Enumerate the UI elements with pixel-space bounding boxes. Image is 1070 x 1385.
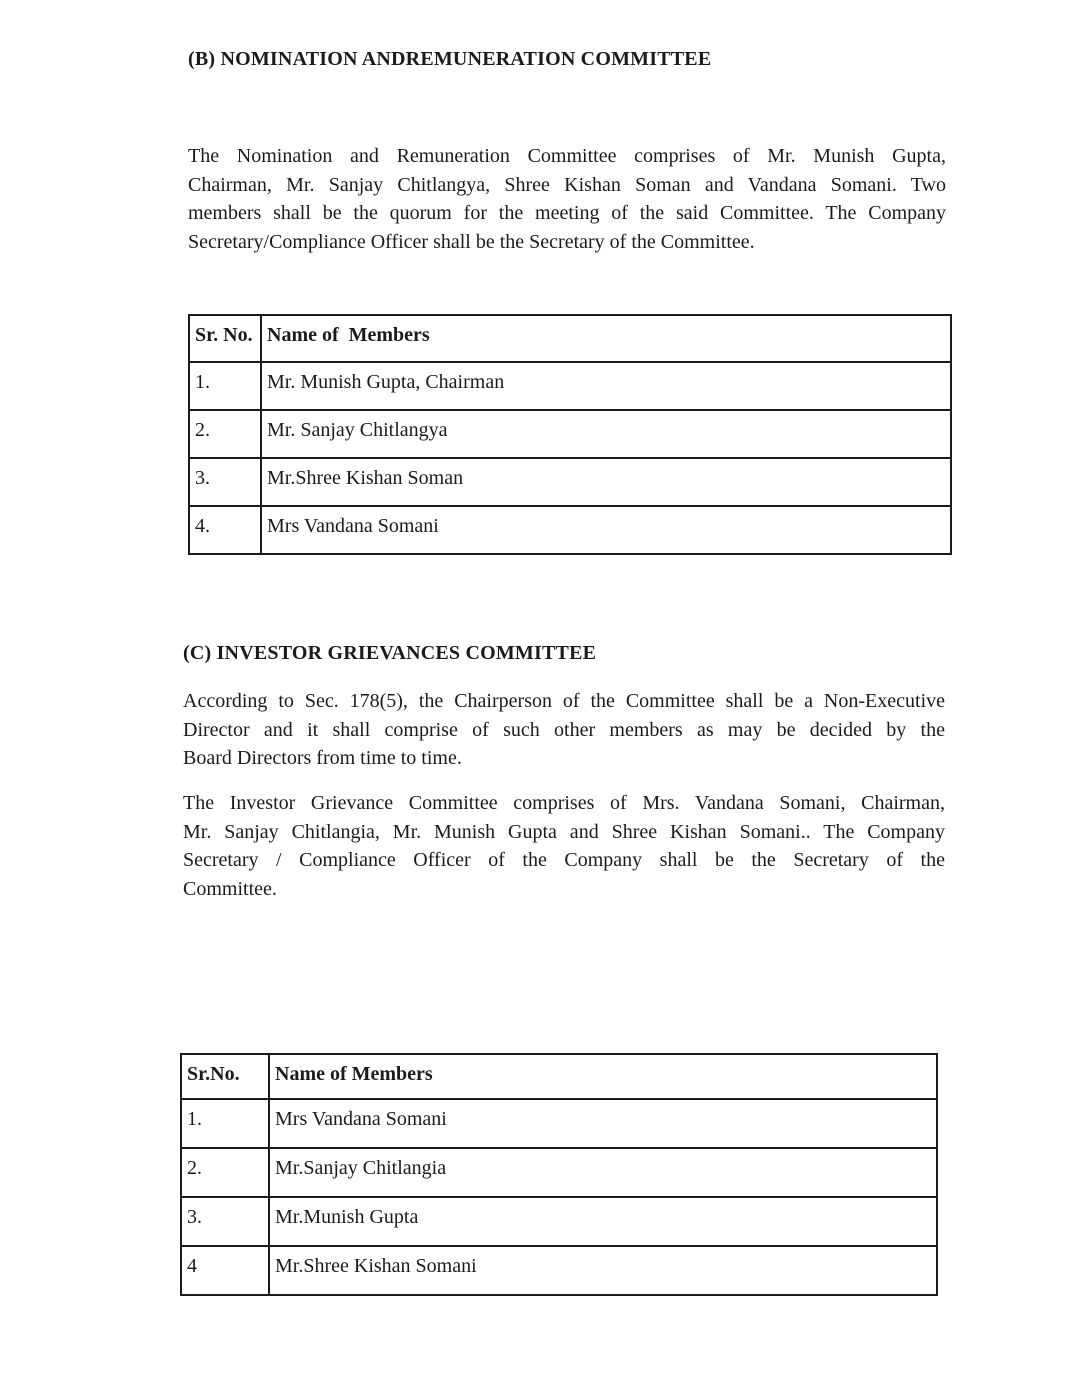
cell-sr-no: 4 bbox=[181, 1246, 269, 1295]
paragraph-line: Board Directors from time to time. bbox=[183, 747, 462, 770]
paragraph-line: According to Sec. 178(5), the Chairperson of the Committee shall be a Non-Executive bbox=[183, 690, 945, 712]
paragraph-line: Mr. Sanjay Chitlangia, Mr. Munish Gupta and Shree Kishan Somani.. The Company bbox=[183, 820, 945, 843]
section-c-paragraph-1 bbox=[183, 687, 945, 773]
section-b-paragraph bbox=[188, 142, 946, 256]
cell-sr-no: 4. bbox=[189, 506, 261, 554]
cell-member-name: Mr. Munish Gupta, Chairman bbox=[261, 362, 951, 410]
cell-member-name: Mr.Shree Kishan Somani bbox=[269, 1246, 937, 1295]
cell-member-name: Mr.Sanjay Chitlangia bbox=[269, 1148, 937, 1197]
paragraph-line: members shall be the quorum for the meeting of the said Committee. The Company bbox=[188, 202, 946, 225]
table-header-row bbox=[189, 315, 951, 362]
table-row bbox=[189, 506, 951, 554]
column-header-sr-no: Sr.No. bbox=[181, 1054, 269, 1099]
section-c-paragraph-2 bbox=[183, 789, 945, 903]
paragraph-line: Secretary / Compliance Officer of the Company shall be the Secretary of the bbox=[183, 849, 945, 872]
cell-sr-no: 1. bbox=[189, 362, 261, 410]
table-header-row bbox=[181, 1054, 937, 1099]
column-header-name-of-members: Name of Members bbox=[269, 1054, 937, 1099]
cell-member-name: Mr. Sanjay Chitlangya bbox=[261, 410, 951, 458]
table-row bbox=[181, 1148, 937, 1197]
cell-member-name: Mr.Munish Gupta bbox=[269, 1197, 937, 1246]
table-row bbox=[181, 1246, 937, 1295]
paragraph-line: Director and it shall comprise of such other members as may be decided by the bbox=[183, 718, 945, 741]
cell-sr-no: 2. bbox=[181, 1148, 269, 1197]
paragraph-line: Chairman, Mr. Sanjay Chitlangya, Shree Kishan Soman and Vandana Somani. Two bbox=[188, 173, 946, 196]
column-header-name-of-members: Name of Members bbox=[261, 315, 951, 362]
cell-member-name: Mr.Shree Kishan Soman bbox=[261, 458, 951, 506]
cell-sr-no: 1. bbox=[181, 1099, 269, 1148]
table-row bbox=[189, 410, 951, 458]
cell-sr-no: 2. bbox=[189, 410, 261, 458]
section-c-heading: (C) INVESTOR GRIEVANCES COMMITTEE bbox=[183, 642, 597, 664]
cell-sr-no: 3. bbox=[189, 458, 261, 506]
paragraph-line: Committee. bbox=[183, 877, 277, 900]
nomination-members-table bbox=[188, 314, 952, 555]
paragraph-line: The Nomination and Remuneration Committee comprises of Mr. Munish Gupta, bbox=[188, 145, 946, 167]
cell-member-name: Mrs Vandana Somani bbox=[269, 1099, 937, 1148]
table-row bbox=[181, 1099, 937, 1148]
table-row bbox=[189, 362, 951, 410]
table-row bbox=[189, 458, 951, 506]
investor-members-table bbox=[180, 1053, 938, 1296]
cell-member-name: Mrs Vandana Somani bbox=[261, 506, 951, 554]
section-b-heading: (B) NOMINATION ANDREMUNERATION COMMITTEE bbox=[188, 48, 712, 70]
table-row bbox=[181, 1197, 937, 1246]
paragraph-line: Secretary/Compliance Officer shall be the Secretary of the Committee. bbox=[188, 230, 755, 253]
cell-sr-no: 3. bbox=[181, 1197, 269, 1246]
column-header-sr-no: Sr. No. bbox=[189, 315, 261, 362]
paragraph-line: The Investor Grievance Committee comprises of Mrs. Vandana Somani, Chairman, bbox=[183, 792, 945, 814]
